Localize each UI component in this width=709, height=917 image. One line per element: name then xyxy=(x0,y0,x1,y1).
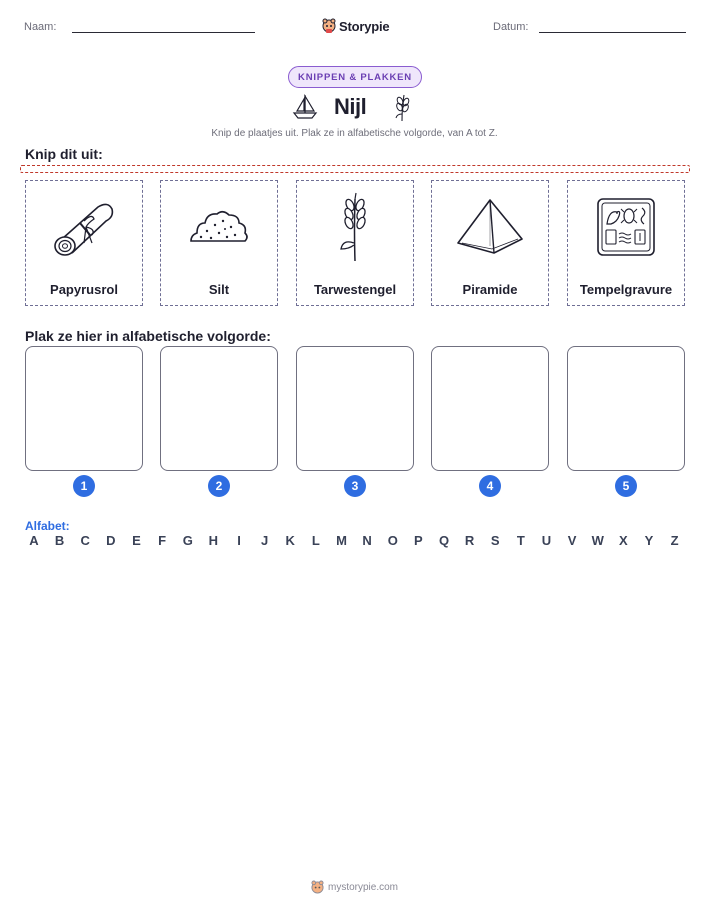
activity-badge: KNIPPEN & PLAKKEN xyxy=(288,66,422,88)
cut-card-label: Piramide xyxy=(462,282,518,297)
alphabet-letter: S xyxy=(490,533,500,548)
alphabet-letter: A xyxy=(29,533,39,548)
alphabet-letter: X xyxy=(619,533,628,548)
paste-slot-1[interactable] xyxy=(25,346,143,471)
date-label: Datum: xyxy=(493,21,529,33)
cut-card-silt[interactable] xyxy=(160,180,278,306)
page-title: Nijl xyxy=(334,94,367,119)
alphabet-letter: M xyxy=(336,533,347,548)
silt-pile-icon xyxy=(187,205,251,249)
slot-number-3: 3 xyxy=(344,475,366,497)
wheat-decoration-icon xyxy=(393,92,411,122)
cut-card-label: Silt xyxy=(208,282,230,297)
cut-line xyxy=(20,165,690,173)
alphabet-letter: U xyxy=(541,533,552,548)
footer-link[interactable]: mystorypie.com xyxy=(327,882,398,893)
paste-slot-4[interactable] xyxy=(431,346,549,471)
cut-card-label: Tarwestengel xyxy=(313,282,397,297)
alphabet-letter: O xyxy=(387,533,398,548)
worksheet-header xyxy=(0,18,709,38)
alphabet-letter: P xyxy=(414,533,423,548)
paste-section-heading: Plak ze hier in alfabetische volgorde: xyxy=(25,328,271,344)
alphabet-letter: F xyxy=(158,533,167,548)
alphabet-letter: Q xyxy=(438,533,450,548)
cut-card-label: Tempelgravure xyxy=(579,282,673,297)
brand-logo xyxy=(322,18,389,34)
alphabet-letter: I xyxy=(237,533,241,548)
alphabet-letter: T xyxy=(516,533,525,548)
slot-number-2: 2 xyxy=(208,475,230,497)
sailboat-icon xyxy=(292,92,318,120)
cut-card-tempelgravure[interactable] xyxy=(567,180,685,306)
title-row xyxy=(0,90,709,122)
instruction-text: Knip de plaatjes uit. Plak ze in alfabetische volgorde, van A tot Z. xyxy=(211,128,498,139)
pyramid-icon xyxy=(454,197,526,257)
alphabet-letter: N xyxy=(362,533,372,548)
storypie-mascot-icon xyxy=(322,18,336,34)
alphabet-letter: B xyxy=(54,533,65,548)
storypie-mascot-icon xyxy=(311,880,324,895)
cut-card-piramide[interactable] xyxy=(431,180,549,306)
alphabet-title: Alfabet: xyxy=(25,519,70,533)
temple-carving-icon xyxy=(595,196,657,258)
alphabet-letter: E xyxy=(132,533,141,548)
name-line xyxy=(72,32,255,33)
cut-card-papyrusrol[interactable] xyxy=(25,180,143,306)
alphabet-letter: Y xyxy=(644,533,654,548)
paste-slot-3[interactable] xyxy=(296,346,414,471)
papyrus-scroll-icon xyxy=(48,195,120,259)
cut-card-tarwestengel[interactable] xyxy=(296,180,414,306)
alphabet-letter: H xyxy=(208,533,219,548)
alphabet-letter: R xyxy=(464,533,475,548)
alphabet-letter: W xyxy=(591,533,604,548)
alphabet-row xyxy=(25,533,684,548)
paste-slot-2[interactable] xyxy=(160,346,278,471)
alphabet-letter: Z xyxy=(670,533,679,548)
alphabet-letter: C xyxy=(80,533,90,548)
slot-number-5: 5 xyxy=(615,475,637,497)
footer xyxy=(0,880,709,895)
paste-slot-5[interactable] xyxy=(567,346,685,471)
brand-name: Storypie xyxy=(339,18,390,34)
alphabet-letter: D xyxy=(106,533,116,548)
date-line xyxy=(539,32,686,33)
slot-number-1: 1 xyxy=(73,475,95,497)
name-label: Naam: xyxy=(24,21,57,33)
alphabet-letter: V xyxy=(567,533,577,548)
wheat-stalk-icon xyxy=(337,191,373,263)
cut-section-heading: Knip dit uit: xyxy=(25,146,103,162)
alphabet-letter: J xyxy=(261,533,269,548)
alphabet-letter: G xyxy=(182,533,193,548)
alphabet-letter: L xyxy=(311,533,320,548)
cut-card-label: Papyrusrol xyxy=(50,282,118,297)
slot-number-4: 4 xyxy=(479,475,501,497)
alphabet-letter: K xyxy=(285,533,295,548)
